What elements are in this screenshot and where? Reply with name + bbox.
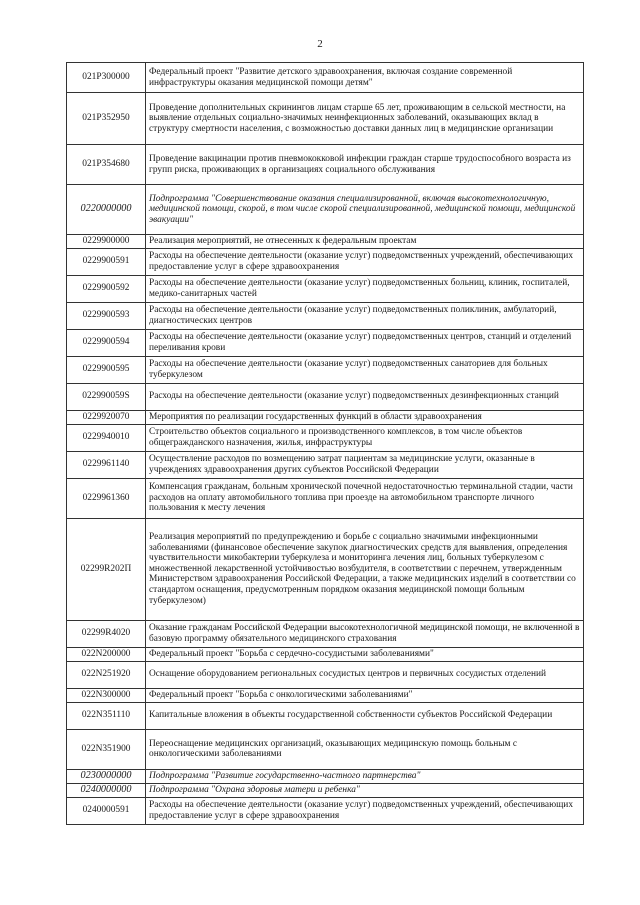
row-description: Оказание гражданам Российской Федерации высокотехнологичной медицинской помощи, не включенной в базовую программу обязательного медицинского страхования [146, 620, 584, 647]
row-code: 022N351900 [67, 729, 146, 769]
table-row [67, 729, 584, 769]
row-description: Компенсация гражданам, больным хронической почечной недостаточностью терминальной стадии, части расходов на оплату автомобильного топлива при проезде на автомобильном транспорте личного пользования к месту лечения [146, 478, 584, 518]
row-code: 0229900591 [67, 248, 146, 275]
table-row [67, 275, 584, 302]
row-description: Подпрограмма "Охрана здоровья матери и ребенка" [146, 783, 584, 797]
row-code: 022N351110 [67, 702, 146, 729]
table-row [67, 620, 584, 647]
row-code: 0229900595 [67, 356, 146, 383]
row-code: 022N251920 [67, 661, 146, 688]
row-description: Расходы на обеспечение деятельности (оказание услуг) подведомственных больниц, клиник, госпиталей, медико-санитарных частей [146, 275, 584, 302]
row-description: Расходы на обеспечение деятельности (оказание услуг) подведомственных поликлиник, амбулаторий, диагностических центров [146, 302, 584, 329]
row-code: 021P352950 [67, 93, 146, 145]
row-description: Реализация мероприятий по предупреждению и борьбе с социально значимыми инфекционными заболеваниями (финансовое обеспечение закупок диагностических средств для выявления, определения чувствительности микобактерии туберкулеза и мониторинга лечения лиц, больных туберкулезом с множественной лекарственной устойчивостью возбудителя, в соответствии с перечнем, утвержденным Министерством здравоохранения Российской Федерации, а также медицинских изделий в соответствии со стандартом оснащения, предусмотренным порядком оказания медицинской помощи больным туберкулезом) [146, 518, 584, 620]
table-row [67, 383, 584, 410]
row-code: 0220000000 [67, 185, 146, 235]
table-row [67, 185, 584, 235]
row-description: Переоснащение медицинских организаций, оказывающих медицинскую помощь больным с онкологическими заболеваниями [146, 729, 584, 769]
row-code: 0229961140 [67, 451, 146, 478]
row-description: Реализация мероприятий, не отнесенных к федеральным проектам [146, 235, 584, 249]
table-row [67, 647, 584, 661]
row-description: Подпрограмма "Совершенствование оказания специализированной, включая высокотехнологичную, медицинской помощи, скорой, в том числе скорой специализированной, медицинской помощи, медицинской эвакуации" [146, 185, 584, 235]
table-row [67, 661, 584, 688]
table-row [67, 329, 584, 356]
table-row [67, 424, 584, 451]
row-code: 021P354680 [67, 145, 146, 185]
row-description: Расходы на обеспечение деятельности (оказание услуг) подведомственных центров, станций и отделений переливания крови [146, 329, 584, 356]
row-code: 0229900593 [67, 302, 146, 329]
row-code: 0229900592 [67, 275, 146, 302]
row-code: 0229900594 [67, 329, 146, 356]
table-row [67, 688, 584, 702]
table-row [67, 356, 584, 383]
table-row [67, 145, 584, 185]
table-row [67, 248, 584, 275]
table-row [67, 235, 584, 249]
row-description: Федеральный проект "Борьба с онкологическими заболеваниями" [146, 688, 584, 702]
row-code: 0229961360 [67, 478, 146, 518]
row-code: 0230000000 [67, 769, 146, 783]
table-row [67, 478, 584, 518]
row-description: Подпрограмма "Развитие государственно-частного партнерства" [146, 769, 584, 783]
row-code: 021P300000 [67, 63, 146, 93]
budget-classification-table [66, 62, 584, 825]
row-description: Расходы на обеспечение деятельности (оказание услуг) подведомственных санаториев для больных туберкулезом [146, 356, 584, 383]
row-description: Строительство объектов социального и производственного комплексов, в том числе объектов общегражданского назначения, жилья, инфраструктуры [146, 424, 584, 451]
row-description: Расходы на обеспечение деятельности (оказание услуг) подведомственных учреждений, обеспечивающих предоставление услуг в сфере здравоохранения [146, 797, 584, 824]
table-body [67, 63, 584, 825]
row-code: 0240000591 [67, 797, 146, 824]
row-code: 022N300000 [67, 688, 146, 702]
row-code: 0229900000 [67, 235, 146, 249]
row-code: 022N200000 [67, 647, 146, 661]
row-description: Федеральный проект "Борьба с сердечно-сосудистыми заболеваниями" [146, 647, 584, 661]
row-code: 0240000000 [67, 783, 146, 797]
table-row [67, 702, 584, 729]
row-description: Расходы на обеспечение деятельности (оказание услуг) подведомственных учреждений, обеспечивающих предоставление услуг в сфере здравоохранения [146, 248, 584, 275]
row-description: Мероприятия по реализации государственных функций в области здравоохранения [146, 410, 584, 424]
row-code: 02299R4020 [67, 620, 146, 647]
row-description: Проведение вакцинации против пневмококковой инфекции граждан старше трудоспособного возраста из групп риска, проживающих в организациях социального обслуживания [146, 145, 584, 185]
row-code: 02299R202П [67, 518, 146, 620]
table-row [67, 93, 584, 145]
row-description: Проведение дополнительных скринингов лицам старше 65 лет, проживающим в сельской местности, на выявление отдельных социально-значимых неинфекционных заболеваний, оказывающих вклад в структуру смертности населения, с возможностью доставки данных лиц в медицинские организации [146, 93, 584, 145]
row-code: 0229940010 [67, 424, 146, 451]
table-row [67, 783, 584, 797]
row-description: Оснащение оборудованием региональных сосудистых центров и первичных сосудистых отделений [146, 661, 584, 688]
row-description: Капитальные вложения в объекты государственной собственности субъектов Российской Федерации [146, 702, 584, 729]
table-row [67, 769, 584, 783]
table-row [67, 451, 584, 478]
row-code: 022990059S [67, 383, 146, 410]
table-row [67, 518, 584, 620]
page-number: 2 [317, 38, 323, 50]
row-description: Федеральный проект "Развитие детского здравоохранения, включая создание современной инфраструктуры оказания медицинской помощи детям" [146, 63, 584, 93]
table-row [67, 63, 584, 93]
table-row [67, 302, 584, 329]
row-description: Расходы на обеспечение деятельности (оказание услуг) подведомственных дезинфекционных станций [146, 383, 584, 410]
table-row [67, 797, 584, 824]
row-code: 0229920070 [67, 410, 146, 424]
table-row [67, 410, 584, 424]
row-description: Осуществление расходов по возмещению затрат пациентам за медицинские услуги, оказанные в учреждениях здравоохранения других субъектов Российской Федерации [146, 451, 584, 478]
